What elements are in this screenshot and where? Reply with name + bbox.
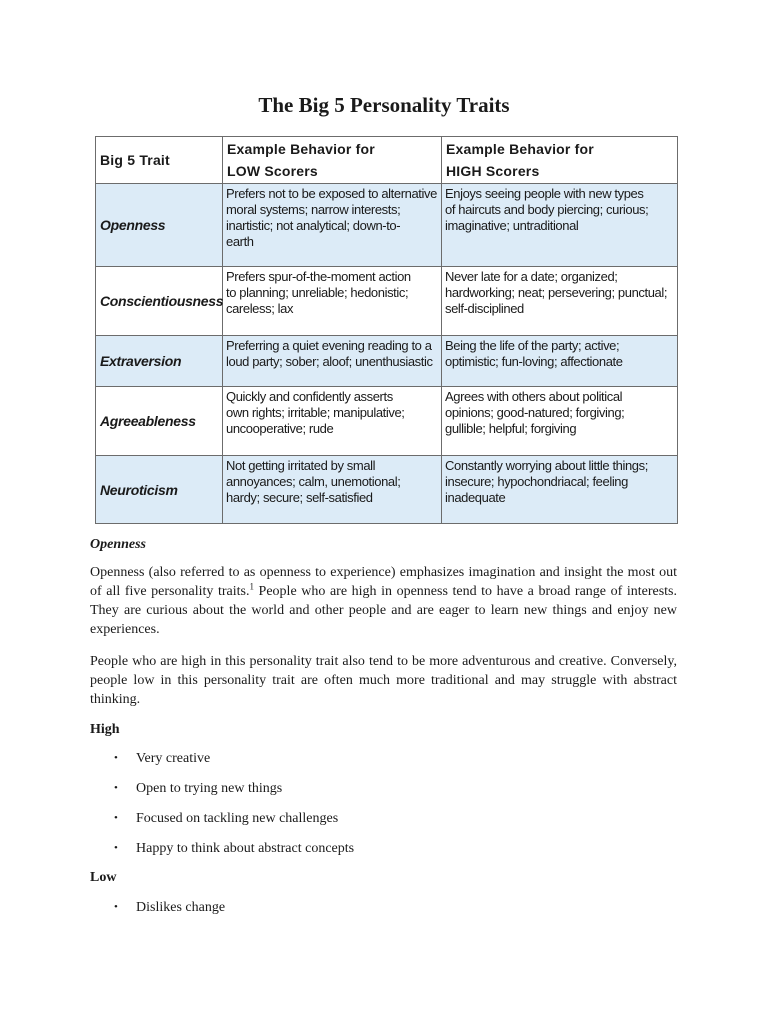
high-behavior xyxy=(442,336,678,387)
list-item xyxy=(90,749,650,779)
list-item xyxy=(90,839,650,869)
header-line: Example Behavior for xyxy=(227,141,375,157)
bullet: • xyxy=(114,901,118,913)
low-label: Low xyxy=(90,870,117,885)
cell-line: Enjoys seeing people with new types xyxy=(445,186,644,201)
bullet: • xyxy=(114,842,118,854)
trait-name: Openness xyxy=(96,184,223,267)
list-item-text: Very creative xyxy=(136,751,211,766)
paragraph-text: Openness (also referred to as openness to experience) emphasizes imagination and insight the most out of all five personality traits. xyxy=(90,565,677,599)
cell-line: uncooperative; rude xyxy=(226,421,334,436)
cell-line: self-disciplined xyxy=(445,301,524,316)
cell-line: of haircuts and body piercing; curious; xyxy=(445,202,649,217)
header-line: HIGH Scorers xyxy=(446,163,540,179)
cell-line: inartistic; not analytical; down-to- xyxy=(226,218,401,233)
table-row-neuroticism xyxy=(96,456,678,524)
cell-line: Never late for a date; organized; xyxy=(445,269,618,284)
list-item xyxy=(90,809,650,839)
cell-line: Preferring a quiet evening reading to a xyxy=(226,338,432,353)
low-behavior xyxy=(223,456,442,524)
header-trait xyxy=(96,137,223,184)
table-row-agreeableness xyxy=(96,387,678,456)
table-row-conscientiousness xyxy=(96,267,678,336)
high-behavior xyxy=(442,184,678,267)
low-behavior xyxy=(223,387,442,456)
trait-name: Agreeableness xyxy=(96,387,223,456)
openness-paragraph-2: People who are high in this personality trait also tend to be more adventurous and creative. Conversely, people low in this personality trait are often much more traditional and may struggle with abstract thinking. xyxy=(90,654,677,707)
low-traits-list xyxy=(90,898,650,928)
cell-line: opinions; good-natured; forgiving; xyxy=(445,405,625,420)
table-row-openness xyxy=(96,184,678,267)
list-item-text: Open to trying new things xyxy=(136,781,283,796)
cell-line: loud party; sober; aloof; unenthusiastic xyxy=(226,354,433,369)
cell-line: imaginative; untraditional xyxy=(445,218,579,233)
header-high xyxy=(442,137,678,184)
cell-line: Prefers spur-of-the-moment action xyxy=(226,269,411,284)
header-line: LOW Scorers xyxy=(227,163,318,179)
section-heading-openness: Openness xyxy=(90,537,147,552)
cell-line: Not getting irritated by small xyxy=(226,458,376,473)
list-item-text: Dislikes change xyxy=(136,900,226,915)
cell-line: hardworking; neat; persevering; punctual; xyxy=(445,285,668,300)
bullet: • xyxy=(114,782,118,794)
cell-line: Constantly worrying about little things; xyxy=(445,458,648,473)
high-traits-list xyxy=(90,749,650,869)
high-label: High xyxy=(90,722,120,737)
big-five-table xyxy=(95,136,678,524)
high-behavior xyxy=(442,267,678,336)
bullet: • xyxy=(114,812,118,824)
list-item-text: Focused on tackling new challenges xyxy=(136,811,339,826)
cell-line: careless; lax xyxy=(226,301,294,316)
table-row-extraversion xyxy=(96,336,678,387)
trait-name: Extraversion xyxy=(96,336,223,387)
high-behavior xyxy=(442,387,678,456)
cell-line: Prefers not to be exposed to alternative xyxy=(226,186,437,201)
page-title: The Big 5 Personality Traits xyxy=(258,93,510,117)
header-line: Example Behavior for xyxy=(446,141,594,157)
cell-line: hardy; secure; self-satisfied xyxy=(226,490,373,505)
header-line: Big 5 Trait xyxy=(100,152,170,168)
cell-line: Quickly and confidently asserts xyxy=(226,389,393,404)
trait-name: Conscientiousness xyxy=(96,267,223,336)
low-behavior xyxy=(223,336,442,387)
list-item xyxy=(90,898,650,928)
cell-line: Being the life of the party; active; xyxy=(445,338,620,353)
cell-line: Agrees with others about political xyxy=(445,389,623,404)
cell-line: moral systems; narrow interests; xyxy=(226,202,401,217)
cell-line: optimistic; fun-loving; affectionate xyxy=(445,354,623,369)
list-item-text: Happy to think about abstract concepts xyxy=(136,841,355,856)
low-behavior xyxy=(223,267,442,336)
low-behavior xyxy=(223,184,442,267)
cell-line: earth xyxy=(226,234,254,249)
cell-line: own rights; irritable; manipulative; xyxy=(226,405,405,420)
openness-paragraph-1 xyxy=(90,563,677,639)
cell-line: annoyances; calm, unemotional; xyxy=(226,474,401,489)
bullet: • xyxy=(114,752,118,764)
cell-line: gullible; helpful; forgiving xyxy=(445,421,577,436)
paragraph-text: People who are high in openness tend to have a broad range of interests. They are curious about the world and other people and are eager to learn new things and enjoy new experiences. xyxy=(90,584,677,637)
header-low xyxy=(223,137,442,184)
cell-line: insecure; hypochondriacal; feeling xyxy=(445,474,628,489)
table-header-row xyxy=(96,137,678,184)
footnote-ref[interactable]: 1 xyxy=(249,581,254,592)
list-item xyxy=(90,779,650,809)
high-behavior xyxy=(442,456,678,524)
trait-name: Neuroticism xyxy=(96,456,223,524)
cell-line: inadequate xyxy=(445,490,506,505)
cell-line: to planning; unreliable; hedonistic; xyxy=(226,285,409,300)
